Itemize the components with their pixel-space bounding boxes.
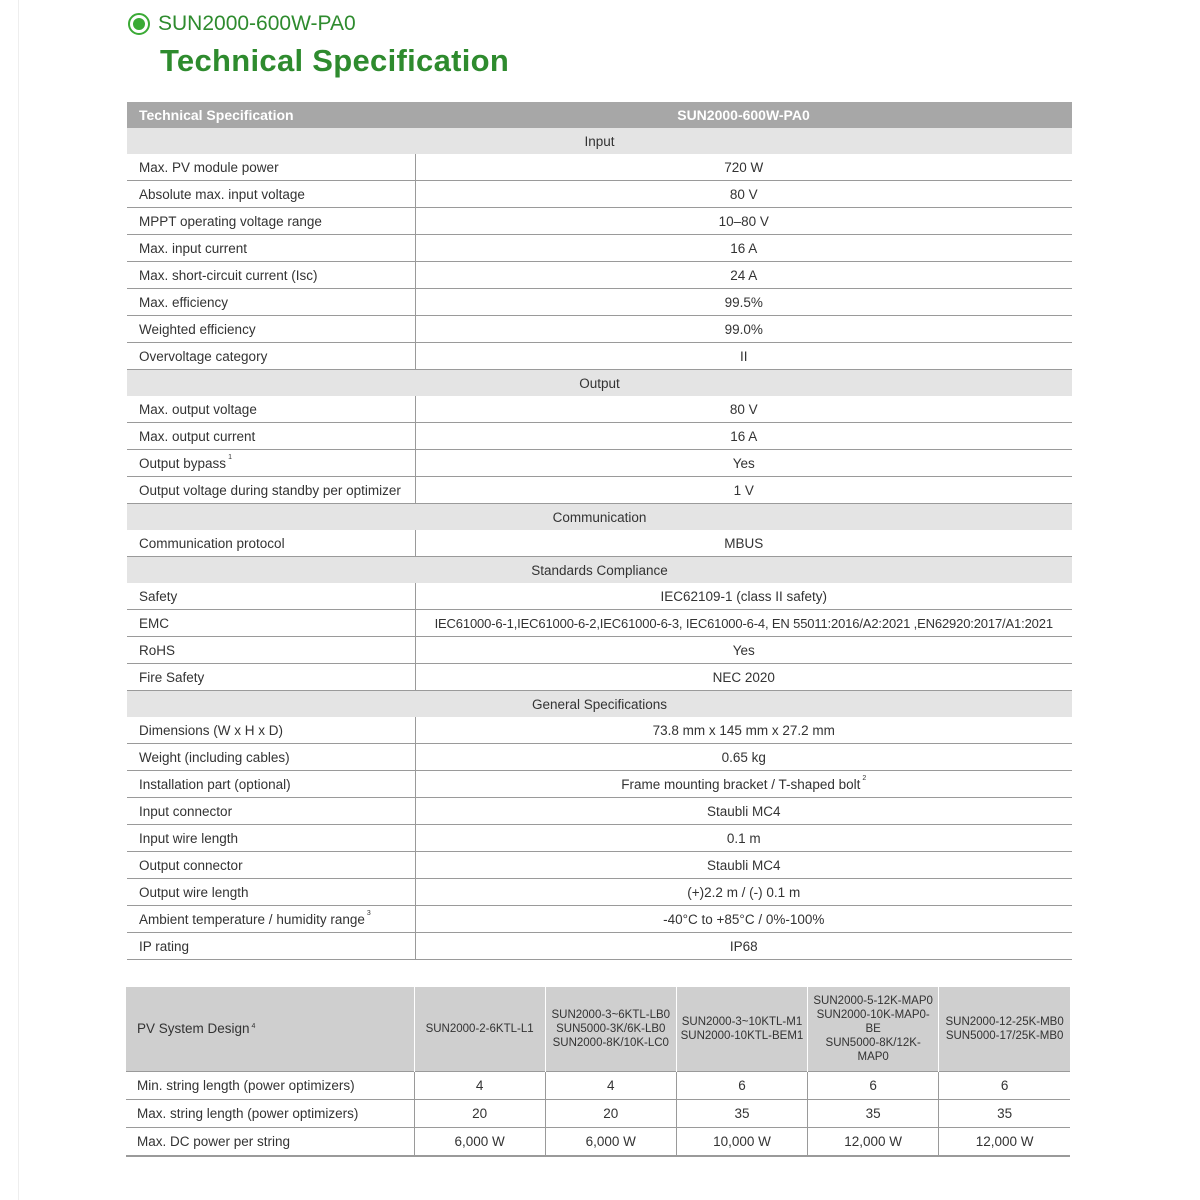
row-value: 6 (939, 1072, 1070, 1100)
row-label: Max. input current (127, 235, 415, 262)
section-title: Output (127, 370, 1072, 397)
footnote-marker: 3 (366, 909, 371, 917)
table-row (127, 262, 1072, 289)
row-value: NEC 2020 (415, 664, 1072, 691)
row-label: Weight (including cables) (127, 744, 415, 771)
row-value: 24 A (415, 262, 1072, 289)
inverter-model: SUN2000-10K-MAP0-BE (816, 1009, 930, 1035)
section-row-general (127, 691, 1072, 718)
table-row (127, 208, 1072, 235)
row-value: 20 (545, 1100, 676, 1128)
inverter-model: SUN2000-5-12K-MAP0 (813, 995, 933, 1007)
table-row (127, 825, 1072, 852)
row-value: 20 (414, 1100, 545, 1128)
table-row (127, 637, 1072, 664)
row-label: Max. string length (power optimizers) (126, 1100, 414, 1128)
row-value-with-footnote (415, 771, 1072, 798)
row-label: Safety (127, 583, 415, 610)
inverter-model: SUN2000-3~6KTL-LB0 (551, 1009, 671, 1021)
row-value: 6,000 W (414, 1128, 545, 1157)
row-value: 0.65 kg (415, 744, 1072, 771)
row-value: 10,000 W (676, 1128, 807, 1157)
table-row (127, 610, 1072, 637)
row-value: 6 (676, 1072, 807, 1100)
row-value: (+)2.2 m / (-) 0.1 m (415, 879, 1072, 906)
inverter-model: SUN2000-3~10KTL-M1 (681, 1016, 803, 1028)
inverter-model: SUN2000-8K/10K-LC0 (552, 1037, 669, 1049)
row-value: 35 (939, 1100, 1070, 1128)
row-value: IEC61000-6-1,IEC61000-6-2,IEC61000-6-3, IEC61000-6-4, EN 55011:2016/A2:2021 ,EN62920:2017/A1:2021 (415, 610, 1072, 637)
table-row (127, 717, 1072, 744)
table-row (127, 906, 1072, 933)
row-value: 73.8 mm x 145 mm x 27.2 mm (415, 717, 1072, 744)
row-label: Max. output voltage (127, 396, 415, 423)
table-row (126, 1100, 1070, 1128)
spec-table-header (127, 102, 1072, 128)
row-value: MBUS (415, 530, 1072, 557)
row-value: 35 (676, 1100, 807, 1128)
inverter-column-header (676, 987, 807, 1072)
section-title: Standards Compliance (127, 557, 1072, 584)
row-value: 10–80 V (415, 208, 1072, 235)
page-edge-rule (18, 0, 19, 1200)
product-line (128, 12, 509, 36)
row-label-with-footnote (127, 906, 415, 933)
table-row (127, 423, 1072, 450)
row-label: Max. DC power per string (126, 1128, 414, 1157)
row-value: 4 (545, 1072, 676, 1100)
table-row (127, 343, 1072, 370)
row-value: 720 W (415, 154, 1072, 181)
row-value: 0.1 m (415, 825, 1072, 852)
pv-system-design-table (126, 987, 1070, 1157)
inverter-model: SUN2000-10KTL-BEM1 (680, 1030, 804, 1042)
footnote-marker: 2 (862, 774, 867, 782)
row-value: 35 (808, 1100, 939, 1128)
row-value: 16 A (415, 235, 1072, 262)
row-value: 4 (414, 1072, 545, 1100)
row-label: Output voltage during standby per optimizer (127, 477, 415, 504)
row-value: IEC62109-1 (class II safety) (415, 583, 1072, 610)
row-label: Max. short-circuit current (Isc) (127, 262, 415, 289)
row-label-with-footnote (127, 450, 415, 477)
row-value: Yes (415, 450, 1072, 477)
inverter-column-header (545, 987, 676, 1072)
row-value: Staubli MC4 (415, 852, 1072, 879)
inverter-model: SUN2000-12-25K-MB0 (945, 1016, 1064, 1028)
row-value: IP68 (415, 933, 1072, 960)
inverter-model: MAP0 (857, 1051, 889, 1063)
table-row (126, 1128, 1070, 1157)
inverter-column-header (808, 987, 939, 1072)
row-value: Staubli MC4 (415, 798, 1072, 825)
row-label: MPPT operating voltage range (127, 208, 415, 235)
table-row (127, 530, 1072, 557)
table-row (127, 771, 1072, 798)
table-row (127, 396, 1072, 423)
row-label: Input wire length (127, 825, 415, 852)
table-row (127, 316, 1072, 343)
inverter-model: SUN5000-8K/12K- (825, 1037, 921, 1049)
row-label: Dimensions (W x H x D) (127, 717, 415, 744)
spec-header-right: SUN2000-600W-PA0 (415, 102, 1072, 128)
spec-table (127, 102, 1072, 960)
row-label: RoHS (127, 637, 415, 664)
table-row (127, 852, 1072, 879)
row-value: 6 (808, 1072, 939, 1100)
inverter-column-header (414, 987, 545, 1072)
spec-header-left: Technical Specification (127, 102, 415, 128)
radio-bullet-icon (128, 13, 150, 35)
footnote-marker: 4 (251, 1023, 256, 1030)
table-row (127, 744, 1072, 771)
row-label: Max. output current (127, 423, 415, 450)
row-value: 99.0% (415, 316, 1072, 343)
row-label: Output wire length (127, 879, 415, 906)
row-value: II (415, 343, 1072, 370)
table-row (127, 664, 1072, 691)
row-value: 16 A (415, 423, 1072, 450)
section-row-standards (127, 557, 1072, 584)
pv-table-title: PV System Design (137, 1021, 250, 1036)
table-row (127, 583, 1072, 610)
row-label: Max. PV module power (127, 154, 415, 181)
section-title: Communication (127, 504, 1072, 531)
row-label: Output bypass (139, 455, 227, 471)
table-row (127, 235, 1072, 262)
pv-table-header (126, 987, 1070, 1072)
row-label: Fire Safety (127, 664, 415, 691)
section-title: General Specifications (127, 691, 1072, 718)
page-header (128, 12, 509, 79)
row-value: 6,000 W (545, 1128, 676, 1157)
table-row (127, 933, 1072, 960)
row-value: 80 V (415, 396, 1072, 423)
table-row (127, 181, 1072, 208)
inverter-model: SUN5000-17/25K-MB0 (945, 1030, 1064, 1042)
row-label: Installation part (optional) (127, 771, 415, 798)
footnote-marker: 1 (228, 453, 232, 461)
section-row-input (127, 128, 1072, 154)
row-label: Input connector (127, 798, 415, 825)
row-value: Yes (415, 637, 1072, 664)
row-value: -40°C to +85°C / 0%-100% (415, 906, 1072, 933)
row-label: Overvoltage category (127, 343, 415, 370)
row-label: Ambient temperature / humidity range (139, 911, 365, 927)
pv-table-title-cell (126, 987, 414, 1072)
table-row (127, 879, 1072, 906)
row-value: 12,000 W (808, 1128, 939, 1157)
row-label: IP rating (127, 933, 415, 960)
row-label: Absolute max. input voltage (127, 181, 415, 208)
inverter-model: SUN2000-2-6KTL-L1 (425, 1023, 534, 1035)
row-label: Communication protocol (127, 530, 415, 557)
row-value: 99.5% (415, 289, 1072, 316)
table-row (126, 1072, 1070, 1100)
table-row (127, 477, 1072, 504)
table-row (127, 289, 1072, 316)
inverter-model: SUN5000-3K/6K-LB0 (556, 1023, 666, 1035)
row-label: EMC (127, 610, 415, 637)
row-label: Max. efficiency (127, 289, 415, 316)
row-label: Output connector (127, 852, 415, 879)
table-row (127, 450, 1072, 477)
page-title: Technical Specification (160, 43, 510, 78)
row-value: Frame mounting bracket / T-shaped bolt (621, 776, 861, 792)
section-row-output (127, 370, 1072, 397)
row-value: 1 V (415, 477, 1072, 504)
table-row (127, 798, 1072, 825)
row-label: Min. string length (power optimizers) (126, 1072, 414, 1100)
section-row-communication (127, 504, 1072, 531)
inverter-column-header (939, 987, 1070, 1072)
row-value: 12,000 W (939, 1128, 1070, 1157)
product-name: SUN2000-600W-PA0 (158, 12, 356, 35)
table-row (127, 154, 1072, 181)
row-value: 80 V (415, 181, 1072, 208)
row-label: Weighted efficiency (127, 316, 415, 343)
section-title: Input (127, 128, 1072, 154)
